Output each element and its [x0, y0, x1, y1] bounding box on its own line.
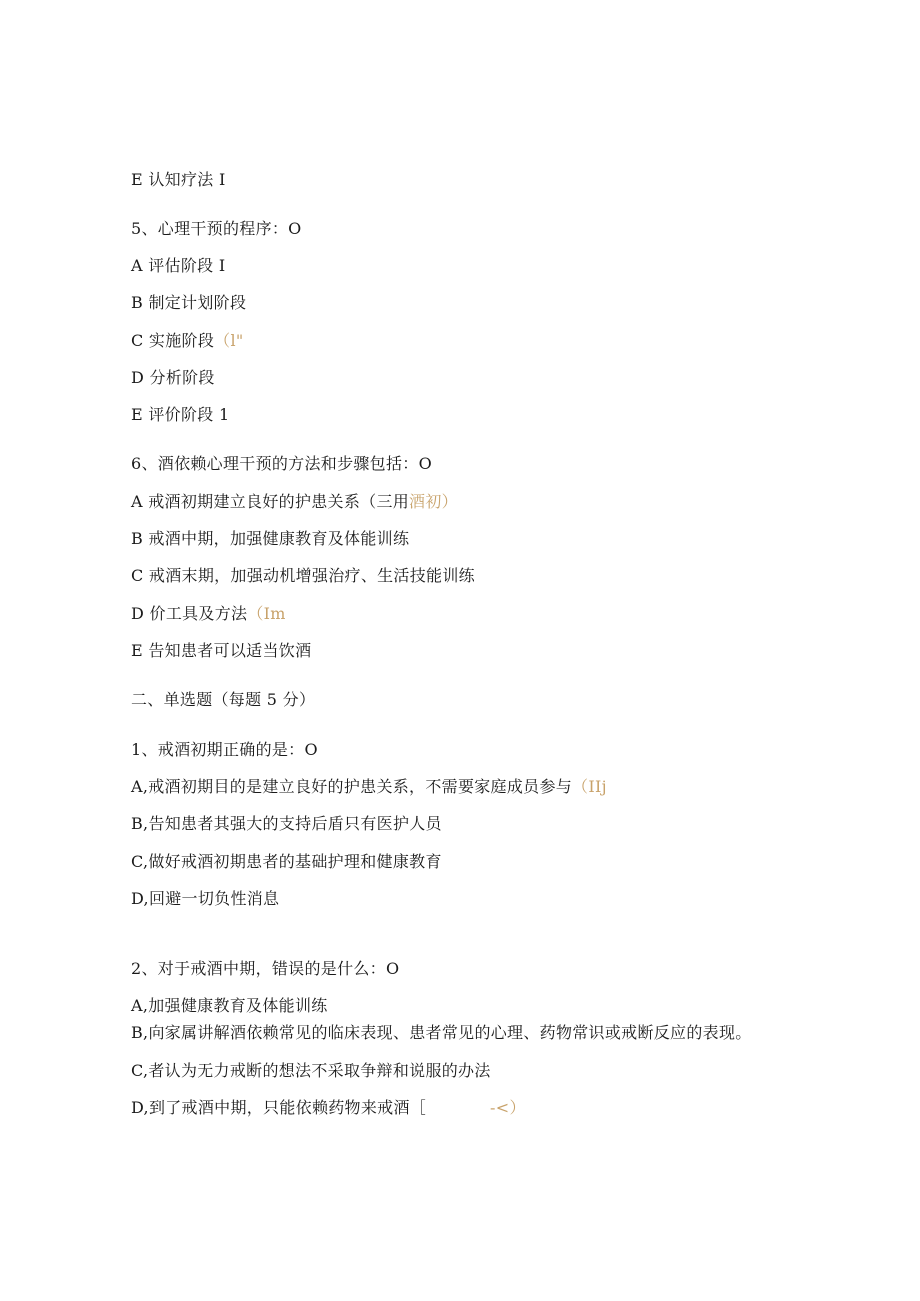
q5-option-e: E 评价阶段 1	[131, 405, 230, 424]
q6-option-d-text: D 价工具及方法	[131, 604, 248, 623]
s2q1-option-a-text: A,戒酒初期目的是建立良好的护患关系，不需要家庭成员参与	[131, 777, 573, 796]
s2q1-option-a	[131, 776, 607, 798]
q5-option-d: D 分析阶段	[131, 368, 215, 387]
s2q2-option-a: A,加强健康教育及体能训练	[131, 996, 328, 1015]
s2q2-question: 2、对于戒酒中期，错误的是什么：O	[131, 959, 400, 978]
q5-question: 5、心理干预的程序：O	[131, 219, 302, 238]
s2q1-option-b: B,告知患者其强大的支持后盾只有医护人员	[131, 814, 442, 833]
q5-option-a: A 评估阶段 I	[131, 256, 226, 275]
q6-option-a-text: A 戒酒初期建立良好的护患关系（三用	[131, 492, 410, 511]
q6-option-a-mark: 酒初）	[409, 492, 458, 511]
s2q1-option-c: C,做好戒酒初期患者的基础护理和健康教育	[131, 852, 442, 871]
q5-option-c-mark: （l"	[214, 331, 244, 350]
q6-option-d	[131, 603, 286, 625]
s2q2-option-d-text: D,到了戒酒中期，只能依赖药物来戒酒［	[131, 1098, 427, 1117]
q6-option-a	[131, 491, 458, 513]
s2q1-question: 1、戒酒初期正确的是：O	[131, 740, 318, 759]
q6-option-e: E 告知患者可以适当饮酒	[131, 641, 312, 660]
section-heading: 二、单选题（每题 5 分）	[131, 690, 316, 709]
s2q2-option-d	[131, 1097, 526, 1119]
q6-option-b: B 戒酒中期，加强健康教育及体能训练	[131, 529, 410, 548]
s2q1-option-d: D,回避一切负性消息	[131, 889, 280, 908]
q5-option-c-text: C 实施阶段	[131, 331, 215, 350]
q5-option-b: B 制定计划阶段	[131, 293, 247, 312]
q6-option-d-mark: （Im	[247, 604, 286, 623]
q4-option-e: E 认知疗法 I	[131, 170, 226, 189]
s2q2-option-d-mark: -<）	[490, 1098, 526, 1117]
s2q1-option-a-mark: （IIj	[572, 777, 607, 796]
q5-option-c	[131, 330, 244, 352]
s2q2-option-c: C,者认为无力戒断的想法不采取争辩和说服的办法	[131, 1061, 491, 1080]
s2q2-option-b: B,向家属讲解酒依赖常见的临床表现、患者常见的心理、药物常识或戒断反应的表现。	[131, 1023, 752, 1042]
q6-question: 6、酒依赖心理干预的方法和步骤包括：O	[131, 454, 432, 473]
q6-option-c: C 戒酒末期，加强动机增强治疗、生活技能训练	[131, 566, 475, 585]
